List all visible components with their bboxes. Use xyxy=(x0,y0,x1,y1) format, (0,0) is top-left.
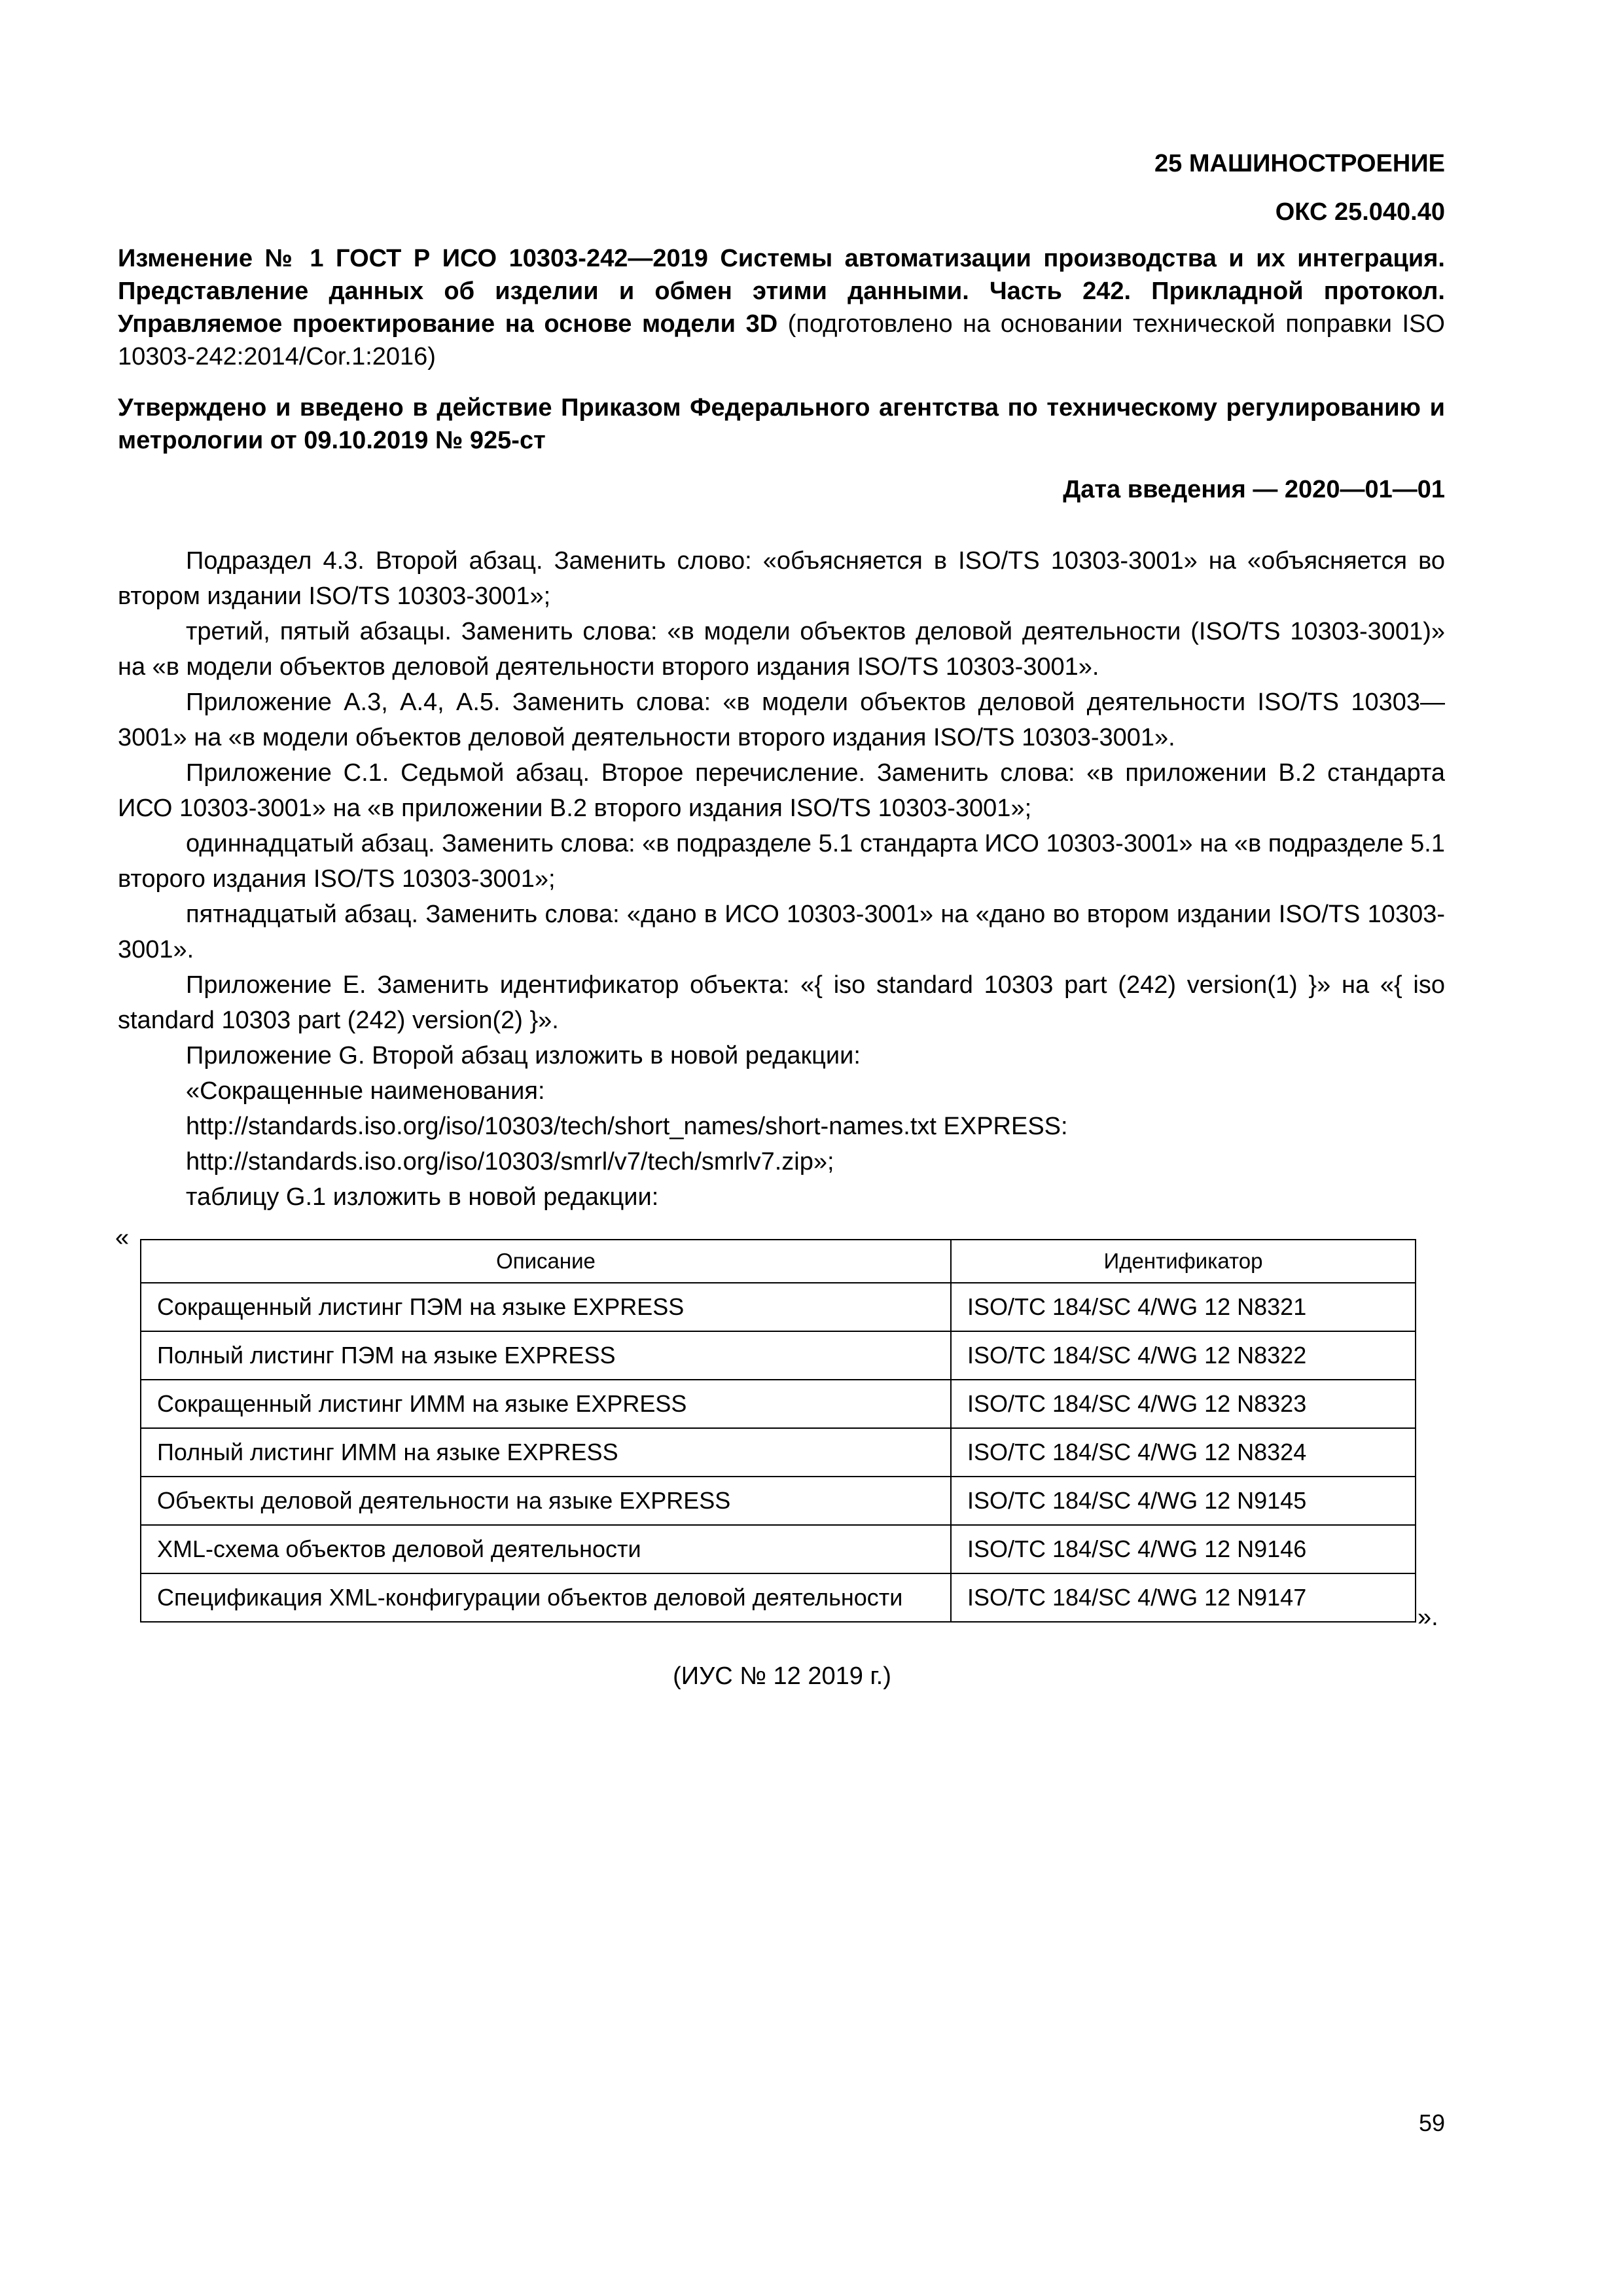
amendment-title xyxy=(118,242,1445,373)
source-reference: (ИУС № 12 2019 г.) xyxy=(673,1662,891,1690)
table-row xyxy=(141,1573,1416,1622)
paragraph: одиннадцатый абзац. Заменить слова: «в подразделе 5.1 стандарта ИСО 10303-3001» на «в подразделе 5.1 второго издания ISO/TS 10303-3001»; xyxy=(118,830,1445,893)
approval-text: Утверждено и введено в действие Приказом Федерального агентства по техническому регулированию и метрологии от 09.10.2019 № 925-ст xyxy=(118,394,1445,454)
table-row xyxy=(141,1283,1416,1331)
table-row xyxy=(141,1477,1416,1525)
table-row xyxy=(141,1380,1416,1428)
paragraph: http://standards.iso.org/iso/10303/tech/short_names/short-names.txt EXPRESS: xyxy=(186,1113,1068,1140)
table-header-row xyxy=(141,1240,1416,1283)
cell-description: Спецификация XML-конфигурации объектов деловой деятельности xyxy=(141,1573,951,1622)
paragraph: Приложение G. Второй абзац изложить в новой редакции: xyxy=(186,1042,861,1069)
cell-description: Полный листинг ИММ на языке EXPRESS xyxy=(141,1428,951,1477)
amendment-title-bold: Изменение № 1 ГОСТ Р ИСО 10303-242—2019 Системы автоматизации производства и их интеграция. Представление данных об изделии и обмен этими данными. Часть 242. Прикладной протокол. Управляемое проектирование на основе модели 3D xyxy=(118,245,1445,338)
cell-description: XML-схема объектов деловой деятельности xyxy=(141,1525,951,1573)
paragraph: таблицу G.1 изложить в новой редакции: xyxy=(186,1183,659,1211)
identifiers-table xyxy=(140,1239,1416,1623)
cell-description: Сокращенный листинг ПЭМ на языке EXPRESS xyxy=(141,1283,951,1331)
page-number: 59 xyxy=(1418,2109,1445,2136)
section-heading: 25 МАШИНОСТРОЕНИЕ xyxy=(1154,150,1445,177)
paragraph: Приложение А.3, А.4, А.5. Заменить слова: «в модели объектов деловой деятельности ISO/TS 10303—3001» на «в модели объектов деловой деятельности второго издания ISO/TS 10303-3001». xyxy=(118,689,1445,751)
table-row xyxy=(141,1331,1416,1380)
table-close-quote: ». xyxy=(1418,1604,1438,1631)
cell-identifier: ISO/TC 184/SC 4/WG 12 N9146 xyxy=(951,1525,1416,1573)
paragraph: http://standards.iso.org/iso/10303/smrl/v7/tech/smrlv7.zip»; xyxy=(186,1148,834,1175)
paragraph: Подраздел 4.3. Второй абзац. Заменить слово: «объясняется в ISO/TS 10303-3001» на «объясняется во втором издании ISO/TS 10303-3001»; xyxy=(118,547,1445,610)
cell-identifier: ISO/TC 184/SC 4/WG 12 N8323 xyxy=(951,1380,1416,1428)
amendment-body xyxy=(118,543,1445,1215)
effective-date: Дата введения — 2020—01—01 xyxy=(1063,476,1445,503)
paragraph: пятнадцатый абзац. Заменить слова: «дано в ИСО 10303-3001» на «дано во втором издании ISO/TS 10303-3001». xyxy=(118,901,1445,963)
cell-description: Сокращенный листинг ИММ на языке EXPRESS xyxy=(141,1380,951,1428)
cell-identifier: ISO/TC 184/SC 4/WG 12 N8321 xyxy=(951,1283,1416,1331)
paragraph: «Сокращенные наименования: xyxy=(186,1077,545,1105)
cell-identifier: ISO/TC 184/SC 4/WG 12 N8324 xyxy=(951,1428,1416,1477)
cell-identifier: ISO/TC 184/SC 4/WG 12 N9147 xyxy=(951,1573,1416,1622)
cell-description: Объекты деловой деятельности на языке EXPRESS xyxy=(141,1477,951,1525)
table-row xyxy=(141,1428,1416,1477)
paragraph: Приложение С.1. Седьмой абзац. Второе перечисление. Заменить слова: «в приложении В.2 стандарта ИСО 10303-3001» на «в приложении В.2 второго издания ISO/TS 10303-3001»; xyxy=(118,759,1445,822)
amendment-title-note: (подготовлено на основании технической поправки ISO 10303-242:2014/Cor.1:2016) xyxy=(118,310,1445,370)
paragraph: Приложение E. Заменить идентификатор объекта: «{ iso standard 10303 part (242) version(1) }» на «{ iso standard 10303 part (242) version(2) }». xyxy=(118,971,1445,1034)
table-row xyxy=(141,1525,1416,1573)
cell-description: Полный листинг ПЭМ на языке EXPRESS xyxy=(141,1331,951,1380)
cell-identifier: ISO/TC 184/SC 4/WG 12 N8322 xyxy=(951,1331,1416,1380)
table-open-quote: « xyxy=(115,1224,130,1251)
paragraph: третий, пятый абзацы. Заменить слова: «в модели объектов деловой деятельности (ISO/TS 10303-3001)» на «в модели объектов деловой деятельности второго издания ISO/TS 10303-3001». xyxy=(118,618,1445,681)
header-description: Описание xyxy=(141,1240,951,1283)
header-identifier: Идентификатор xyxy=(951,1240,1416,1283)
oks-code: ОКС 25.040.40 xyxy=(1275,198,1445,226)
cell-identifier: ISO/TC 184/SC 4/WG 12 N9145 xyxy=(951,1477,1416,1525)
